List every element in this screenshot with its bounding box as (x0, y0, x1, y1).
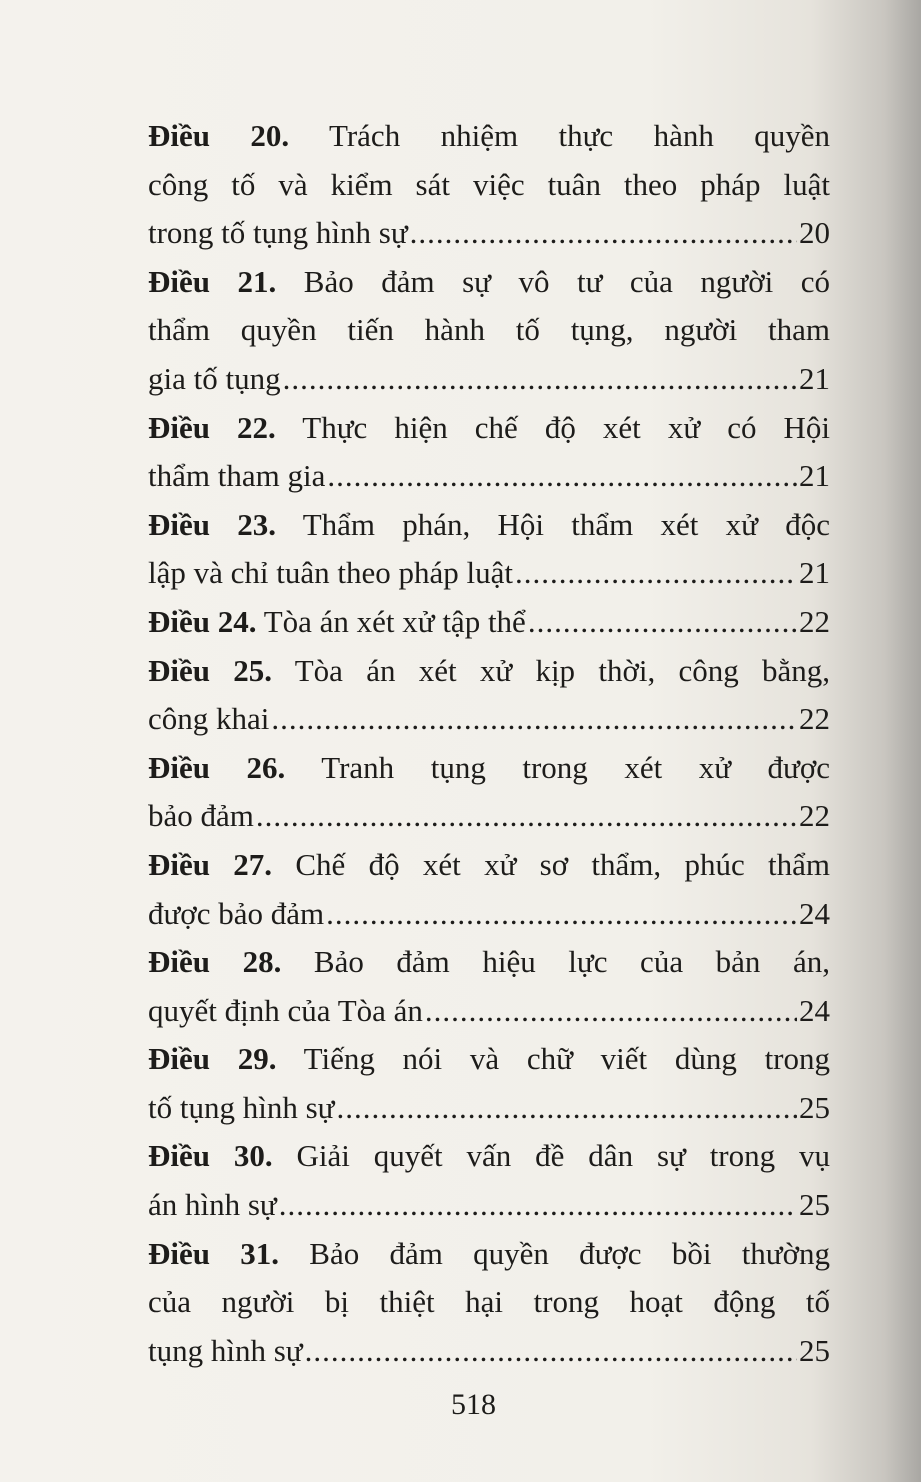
toc-entry-title-tail: lập và chỉ tuân theo pháp luật (148, 555, 513, 591)
toc-page-number: 22 (799, 603, 830, 639)
toc-entry-title-tail: án hình sự (148, 1187, 277, 1223)
page-number: 518 (451, 1388, 496, 1421)
toc-entry-line (148, 306, 830, 355)
toc-entry-title-tail: Tòa án xét xử tập thể (256, 603, 526, 639)
toc-page-number: 25 (799, 1332, 830, 1368)
toc-entry-text: Tòa án xét xử kịp thời, công bằng, (272, 652, 830, 688)
toc-entry[interactable] (148, 1035, 830, 1132)
toc-entry-text (148, 452, 325, 501)
toc-entry-line (148, 938, 830, 987)
toc-entry-text: Bảo đảm hiệu lực của bản án, (281, 944, 830, 980)
toc-page-number: 20 (799, 215, 830, 251)
toc-entry-last-line (148, 452, 830, 501)
toc-entry-line (148, 744, 830, 793)
toc-entry-label: Điều 29. (148, 1041, 277, 1077)
toc-page-number: 21 (799, 360, 830, 396)
toc-entry[interactable] (148, 938, 830, 1035)
toc-entry-title-tail: tụng hình sự (148, 1332, 303, 1368)
toc-entry-last-line (148, 1181, 830, 1230)
toc-entry[interactable] (148, 1230, 830, 1376)
toc-entry-last-line (148, 890, 830, 939)
toc-entry-label: Điều 25. (148, 652, 273, 688)
toc-entry-label: Điều 27. (148, 846, 273, 882)
table-of-contents (148, 112, 830, 1375)
toc-entry-last-line (148, 695, 830, 744)
toc-entry-label: Điều 21. (148, 263, 277, 299)
toc-entry-text: Chế độ xét xử sơ thẩm, phúc thẩm (272, 846, 830, 882)
toc-entry-text: Thẩm phán, Hội thẩm xét xử độc (276, 506, 830, 542)
toc-entry-label: Điều 22. (148, 409, 276, 445)
toc-entry-text (148, 890, 324, 939)
toc-entry[interactable] (148, 1132, 830, 1229)
dot-leader (425, 987, 797, 1036)
toc-page-number: 21 (799, 458, 830, 494)
toc-entry-line (148, 1132, 830, 1181)
toc-entry-label: Điều 23. (148, 506, 277, 542)
toc-entry-text (148, 1181, 277, 1230)
toc-entry-last-line (148, 598, 830, 647)
toc-entry-text: Bảo đảm quyền được bồi thường (279, 1235, 830, 1271)
toc-entry-label: Điều 20. (148, 118, 290, 153)
toc-entry-line (148, 1230, 830, 1279)
toc-entry-text (148, 695, 269, 744)
toc-page-number: 25 (799, 1089, 830, 1125)
toc-page-number: 21 (799, 555, 830, 591)
toc-entry[interactable] (148, 647, 830, 744)
toc-entry-text (148, 1327, 303, 1376)
toc-entry-title-tail: bảo đảm (148, 798, 254, 834)
toc-entry-label: Điều 30. (148, 1138, 273, 1174)
toc-entry-text: Trách nhiệm thực hành quyền (289, 118, 830, 153)
toc-entry-title-tail: quyết định của Tòa án (148, 992, 423, 1028)
dot-leader (515, 549, 797, 598)
toc-entry-last-line (148, 209, 830, 258)
toc-entry-line (148, 647, 830, 696)
toc-entry-text: Thực hiện chế độ xét xử có Hội (275, 409, 830, 445)
toc-entry-line (148, 258, 830, 307)
toc-entry-last-line (148, 1327, 830, 1376)
toc-page-number: 24 (799, 992, 830, 1028)
toc-entry-line (148, 161, 830, 210)
dot-leader (271, 695, 797, 744)
toc-page-number: 24 (799, 895, 830, 931)
toc-entry-text: Tranh tụng trong xét xử được (285, 749, 830, 785)
toc-entry[interactable] (148, 744, 830, 841)
toc-entry-line (148, 1035, 830, 1084)
toc-entry-title-tail: được bảo đảm (148, 895, 325, 931)
toc-page-number: 22 (799, 798, 830, 834)
toc-entry[interactable] (148, 112, 830, 258)
toc-entry-title-tail: trong tố tụng hình sự (148, 215, 408, 251)
toc-entry-label: Điều 28. (148, 944, 282, 980)
toc-entry-text: công tố và kiểm sát việc tuân theo pháp luật (148, 166, 830, 202)
dot-leader (256, 792, 797, 841)
toc-entry[interactable] (148, 258, 830, 404)
toc-entry-last-line (148, 549, 830, 598)
toc-page-number: 25 (799, 1187, 830, 1223)
toc-entry-last-line (148, 987, 830, 1036)
toc-entry-text: thẩm quyền tiến hành tố tụng, người tham (148, 312, 830, 348)
toc-page-number: 22 (799, 701, 830, 737)
toc-entry-text (148, 549, 513, 598)
toc-entry-line (148, 501, 830, 550)
toc-entry-text (148, 792, 254, 841)
toc-entry[interactable] (148, 501, 830, 598)
dot-leader (283, 355, 797, 404)
toc-entry-line (148, 1278, 830, 1327)
toc-entry-label: Điều 26. (148, 749, 286, 785)
toc-entry-title-tail: thẩm tham gia (148, 458, 326, 494)
dot-leader (336, 1084, 797, 1133)
toc-entry-last-line (148, 792, 830, 841)
toc-entry-last-line (148, 1084, 830, 1133)
toc-entry-line (148, 112, 830, 161)
toc-entry-title-tail: công khai (148, 701, 270, 737)
dot-leader (326, 890, 797, 939)
toc-entry[interactable] (148, 841, 830, 938)
toc-entry-text (148, 987, 423, 1036)
toc-entry-text: của người bị thiệt hại trong hoạt động tố (148, 1284, 830, 1320)
toc-entry-line (148, 404, 830, 453)
toc-entry-text (148, 1084, 334, 1133)
toc-entry-text: Giải quyết vấn đề dân sự trong vụ (272, 1138, 830, 1174)
toc-entry-text: Tiếng nói và chữ viết dùng trong (276, 1041, 830, 1077)
toc-entry-label: Điều 31. (148, 1235, 280, 1271)
toc-entry-text: Bảo đảm sự vô tư của người có (276, 263, 830, 299)
dot-leader (410, 209, 797, 258)
toc-entry-text (148, 355, 281, 404)
toc-entry-text (148, 598, 526, 647)
toc-entry-last-line (148, 355, 830, 404)
toc-entry-title-tail: gia tố tụng (148, 360, 281, 396)
dot-leader (528, 598, 797, 647)
toc-entry-line (148, 841, 830, 890)
dot-leader (305, 1327, 797, 1376)
toc-entry[interactable] (148, 598, 830, 647)
toc-entry-text (148, 209, 408, 258)
dot-leader (327, 452, 797, 501)
toc-entry-title-tail: tố tụng hình sự (148, 1089, 335, 1125)
toc-entry[interactable] (148, 404, 830, 501)
toc-entry-label: Điều 24. (148, 603, 257, 639)
dot-leader (279, 1181, 797, 1230)
